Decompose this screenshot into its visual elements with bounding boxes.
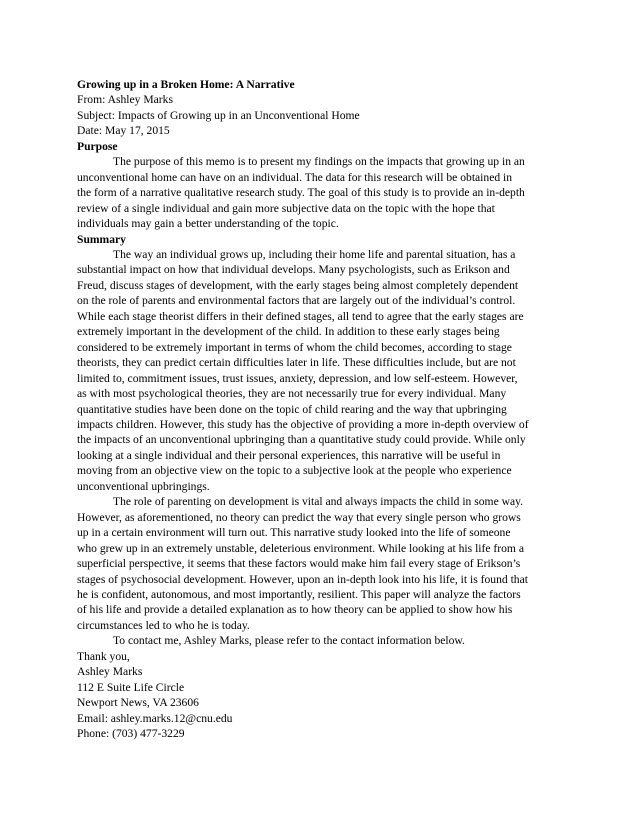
text-line: individuals may gain a better understanding of the topic. xyxy=(77,217,339,231)
memo-subject: Subject: Impacts of Growing up in an Unconventional Home xyxy=(77,108,360,122)
text-line: moving from an objective view on the topic to a subjective look at the people who experience xyxy=(77,464,512,478)
contact-email: Email: ashley.marks.12@cnu.edu xyxy=(77,711,233,725)
memo-from: From: Ashley Marks xyxy=(77,93,173,107)
text-line: unconventional home can have on an individual. The data for this research will be obtained in xyxy=(77,170,513,184)
text-line: theorists, they can predict certain difficulties later in life. These difficulties include, but are not xyxy=(77,356,516,370)
purpose-paragraph xyxy=(77,154,565,231)
closing-thanks: Thank you, xyxy=(77,649,130,663)
contact-phone: Phone: (703) 477-3229 xyxy=(77,727,185,741)
text-line: unconventional upbringings. xyxy=(77,479,210,493)
text-line: he is confident, autonomous, and most importantly, resilient. This paper will analyze the factors xyxy=(77,587,521,601)
text-line: the impacts of an unconventional upbringing than a quantitative study could provide. While only xyxy=(77,433,526,447)
address-line-2: Newport News, VA 23606 xyxy=(77,696,199,710)
text-line: stages of psychosocial development. However, upon an in-depth look into his life, it is found that xyxy=(77,572,528,586)
text-line: limited to, commitment issues, trust issues, anxiety, depression, and low self-esteem. However, xyxy=(77,371,518,385)
text-line: impacts children. However, this study has the objective of providing a more in-depth overview of xyxy=(77,417,529,431)
text-line: considered to be extremely important in terms of whom the child becomes, according to stage xyxy=(77,340,512,354)
text-line: The way an individual grows up, including their home life and parental situation, has a xyxy=(113,247,516,261)
text-line: on the role of parents and environmental factors that are largely out of the individual’s control. xyxy=(77,294,516,308)
text-line: as with most psychological theories, they are not necessarily true for every individual. Many xyxy=(77,387,507,401)
memo-document xyxy=(77,77,565,741)
text-line: The purpose of this memo is to present my findings on the impacts that growing up in an xyxy=(113,155,525,169)
text-line: quantitative studies have been done on the topic of child rearing and the way that upbringing xyxy=(77,402,507,416)
signature-name: Ashley Marks xyxy=(77,665,143,679)
contact-note: To contact me, Ashley Marks, please refer to the contact information below. xyxy=(113,634,465,648)
text-line: The role of parenting on development is vital and always impacts the child in some way. xyxy=(113,495,524,509)
summary-heading: Summary xyxy=(77,232,126,246)
memo-title: Growing up in a Broken Home: A Narrative xyxy=(77,78,295,91)
text-line: However, as aforementioned, no theory can predict the way that every single person who grows xyxy=(77,510,521,524)
text-line: of his life and provide a detailed explanation as to how theory can be applied to show how his xyxy=(77,603,513,617)
text-line: circumstances led to who he is today. xyxy=(77,618,250,632)
text-line: While each stage theorist differs in their defined stages, all tend to agree that the early stages are xyxy=(77,309,524,323)
text-line: up in a certain environment will turn out. This narrative study looked into the life of someone xyxy=(77,526,511,540)
text-line: the form of a narrative qualitative research study. The goal of this study is to provide an in-depth xyxy=(77,186,525,200)
text-line: Freud, discuss stages of development, with the early stages being almost completely dependent xyxy=(77,278,519,292)
text-line: review of a single individual and gain more subjective data on the topic with the hope that xyxy=(77,201,495,215)
text-line: looking at a single individual and their personal experiences, this narrative will be useful in xyxy=(77,448,501,462)
text-line: who grew up in an extremely unstable, deleterious environment. While looking at his life from a xyxy=(77,541,524,555)
text-line: substantial impact on how that individual develops. Many psychologists, such as Erikson and xyxy=(77,263,510,277)
summary-paragraph-2 xyxy=(77,494,565,633)
summary-paragraph-1 xyxy=(77,247,565,494)
text-line: extremely important in the development of the child. In addition to these early stages being xyxy=(77,325,500,339)
address-line-1: 112 E Suite Life Circle xyxy=(77,680,185,694)
memo-date: Date: May 17, 2015 xyxy=(77,124,170,138)
text-line: superficial perspective, it seems that these factors would make him fail every stage of Erikson’s xyxy=(77,557,521,571)
purpose-heading: Purpose xyxy=(77,139,118,153)
